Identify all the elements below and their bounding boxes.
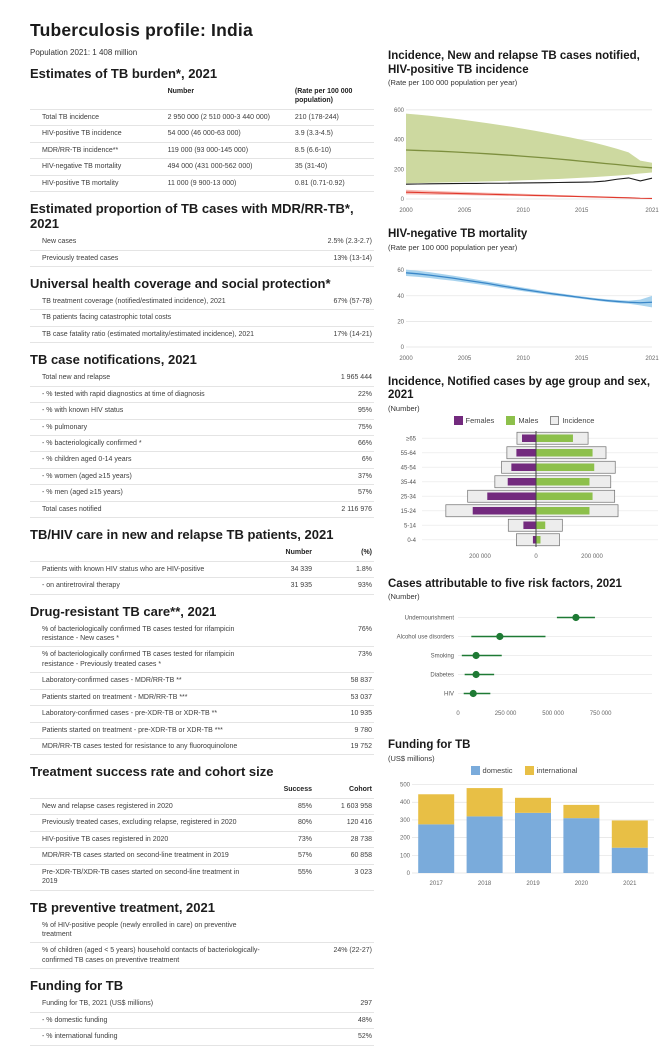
svg-text:2000: 2000 — [399, 355, 413, 362]
table-row — [30, 234, 374, 250]
males-bar — [536, 434, 573, 442]
table-row — [30, 420, 374, 436]
females-bar — [523, 521, 536, 529]
legend-item-domestic — [471, 766, 513, 775]
svg-text:400: 400 — [393, 137, 404, 144]
funding-legend — [388, 766, 660, 775]
table-row — [30, 690, 374, 706]
table-row — [30, 469, 374, 485]
domestic-bar — [418, 824, 454, 873]
legend-item-males — [506, 416, 538, 425]
table-row — [30, 294, 374, 310]
section-heading: Funding for TB — [30, 978, 124, 994]
hiv-incidence-line — [406, 192, 652, 198]
row-label: - % women (aged ≥15 years) — [42, 472, 132, 480]
table-row — [30, 502, 374, 518]
row-value: 2 950 000 (2 510 000-3 440 000) — [167, 113, 270, 121]
section-table — [30, 545, 374, 594]
incidence-band — [406, 114, 652, 184]
population-line: Population 2021: 1 408 million — [30, 48, 138, 57]
incidence-chart-block — [388, 50, 660, 215]
row-label: % of children (aged < 5 years) household contacts of bacteriologically-confirmed TB cases on preventive treatment — [42, 947, 260, 964]
chart-subtitle: (Number) — [388, 592, 420, 602]
svg-text:2005: 2005 — [457, 355, 472, 362]
international-bar — [563, 805, 599, 818]
svg-text:2010: 2010 — [516, 208, 530, 215]
section-table — [30, 782, 374, 890]
table-row — [30, 799, 374, 815]
svg-text:0-4: 0-4 — [407, 537, 416, 544]
svg-text:2015: 2015 — [575, 208, 589, 215]
table-row — [30, 1029, 374, 1045]
svg-text:400: 400 — [399, 800, 410, 807]
females-swatch — [454, 416, 463, 425]
legend-label: Males — [518, 415, 539, 425]
svg-text:500 000: 500 000 — [542, 711, 564, 718]
page-title: Tuberculosis profile: India — [30, 20, 253, 40]
section-heading: TB/HIV care in new and relapse TB patients, 2021 — [30, 527, 334, 543]
svg-text:25-34: 25-34 — [400, 494, 416, 501]
row-label: Total cases notified — [42, 505, 102, 513]
row-label: New cases — [42, 238, 77, 246]
section-heading: Estimates of TB burden*, 2021 — [30, 66, 218, 81]
table-row — [30, 815, 374, 831]
females-bar — [487, 492, 536, 500]
row-value: 19 752 — [350, 743, 372, 750]
row-value: 66% — [357, 440, 372, 447]
table-row — [30, 673, 374, 689]
row-label: HIV-positive TB mortality — [42, 179, 119, 187]
row-label: TB patients facing catastrophic total costs — [42, 314, 172, 322]
row-value: 48% — [357, 1016, 372, 1024]
legend-label: international — [536, 765, 578, 775]
mortality-chart — [388, 255, 660, 363]
domestic-bar — [467, 816, 503, 873]
column-header: Number — [285, 549, 312, 557]
svg-text:0: 0 — [534, 553, 538, 560]
row-label: HIV-positive TB incidence — [42, 130, 122, 138]
males-bar — [536, 521, 545, 529]
international-bar — [515, 798, 551, 813]
legend-label: Females — [465, 415, 495, 425]
international-bar — [418, 794, 454, 824]
svg-text:Undernourishment: Undernourishment — [404, 615, 454, 622]
chart-subtitle: (US$ millions) — [388, 753, 435, 763]
row-value: 0.81 (0.71-0.92) — [294, 179, 345, 187]
row-label: Total TB incidence — [42, 113, 100, 121]
row-value: 31 935 — [290, 582, 312, 590]
svg-text:2010: 2010 — [516, 355, 530, 362]
section-table — [30, 294, 374, 343]
row-value: 119 000 (93 000-145 000) — [167, 146, 249, 154]
row-label: MDR/RR-TB cases tested for resistance to any fluoroquinolone — [42, 743, 238, 750]
risk-dot — [496, 633, 503, 640]
svg-text:250 000: 250 000 — [494, 711, 517, 718]
row-value: 494 000 (431 000-562 000) — [167, 163, 253, 171]
row-value: 3 023 — [354, 868, 372, 876]
section-heading: TB preventive treatment, 2021 — [30, 899, 215, 915]
table-row — [30, 452, 374, 468]
row-value: 52% — [357, 1033, 372, 1041]
females-bar — [508, 478, 536, 486]
row-value: 13% (13-14) — [333, 254, 372, 262]
svg-text:55-64: 55-64 — [400, 450, 416, 457]
table-row — [30, 1013, 374, 1029]
row-value: 57% — [357, 489, 372, 497]
row-value: 53 037 — [350, 693, 372, 701]
males-bar — [536, 536, 540, 544]
chart-title: Cases attributable to five risk factors, 2021 — [388, 577, 622, 590]
row-value: 58 837 — [350, 677, 372, 685]
row-value: 95% — [357, 407, 372, 415]
row-value: 75% — [357, 423, 372, 431]
table-row — [30, 327, 374, 343]
females-bar — [522, 434, 536, 442]
table-row — [30, 387, 374, 403]
svg-text:Smoking: Smoking — [430, 653, 454, 660]
females-bar — [473, 507, 536, 515]
table-row — [30, 126, 374, 142]
row-value: 73% — [357, 651, 372, 659]
risk-dot — [470, 690, 477, 697]
domestic-bar — [563, 818, 599, 873]
svg-text:750 000: 750 000 — [589, 711, 612, 718]
table-row — [30, 176, 374, 192]
table-header-row — [30, 545, 374, 561]
row-value: 67% (57-78) — [333, 297, 372, 305]
table-row — [30, 436, 374, 452]
legend-item-females — [454, 416, 495, 425]
table-row — [30, 996, 374, 1012]
svg-text:Diabetes: Diabetes — [430, 672, 454, 679]
table-row — [30, 918, 374, 944]
row-label: - % international funding — [42, 1033, 118, 1041]
chart-subtitle: (Number) — [388, 403, 420, 413]
svg-text:15-24: 15-24 — [400, 508, 416, 515]
row-value: 3.9 (3.3-4.5) — [294, 130, 333, 138]
row-value: 10 935 — [350, 710, 372, 718]
males-bar — [536, 478, 589, 486]
table-row — [30, 622, 374, 648]
males-bar — [536, 492, 593, 500]
row-label: - % men (aged ≥15 years) — [42, 489, 123, 497]
males-bar — [536, 449, 593, 457]
left-column — [30, 20, 374, 1046]
row-label: - % tested with rapid diagnostics at time of diagnosis — [42, 390, 205, 398]
chart-title: Incidence, New and relapse TB cases notified, HIV-positive TB incidence — [388, 50, 640, 76]
row-value: 80% — [297, 819, 312, 827]
sections-container — [30, 66, 374, 1046]
legend-item-incidence — [550, 416, 594, 425]
y-grid — [397, 268, 652, 351]
column-header: (%) — [361, 549, 372, 557]
svg-text:2017: 2017 — [429, 880, 443, 887]
right-column — [388, 50, 660, 902]
section-table — [30, 234, 374, 267]
section-table — [30, 84, 374, 192]
table-row — [30, 485, 374, 501]
svg-text:600: 600 — [393, 107, 404, 114]
svg-text:2000: 2000 — [399, 208, 413, 215]
row-value: 17% (14-21) — [333, 330, 372, 338]
row-label: TB treatment coverage (notified/estimated incidence), 2021 — [42, 297, 226, 305]
row-value — [274, 921, 374, 940]
row-label: % of bacteriologically confirmed TB cases tested for rifampicin resistance - Previously treated cases * — [42, 651, 235, 668]
row-value: 37% — [357, 472, 372, 480]
females-bar — [516, 449, 536, 457]
row-label: - % bacteriologically confirmed * — [42, 440, 142, 447]
males-bar — [536, 507, 589, 515]
section-heading: Drug-resistant TB care**, 2021 — [30, 603, 217, 619]
funding-chart — [388, 777, 660, 889]
mortality-chart-block — [388, 228, 660, 363]
table-header-row — [30, 84, 374, 110]
row-value: 55% — [297, 868, 312, 876]
table-row — [30, 110, 374, 126]
row-value: 22% — [357, 390, 372, 398]
row-label: % of HIV-positive people (newly enrolled in care) on preventive treatment — [42, 921, 237, 938]
row-label: - % with known HIV status — [42, 407, 124, 415]
row-value: 2 116 976 — [341, 505, 372, 513]
row-value: 76% — [357, 625, 372, 633]
table-row — [30, 865, 374, 891]
column-header: (Rate per 100 000 population) — [294, 88, 353, 105]
x-axis — [399, 356, 659, 362]
row-label: Patients with known HIV status who are HIV-positive — [42, 565, 205, 573]
mortality-line — [406, 272, 652, 302]
svg-text:2018: 2018 — [477, 880, 492, 887]
risk-dot — [472, 671, 479, 678]
females-bar — [511, 463, 536, 471]
section-table — [30, 622, 374, 756]
table-row — [30, 723, 374, 739]
row-label: Patients started on treatment - MDR/RR-TB *** — [42, 693, 188, 701]
svg-text:200: 200 — [393, 167, 404, 174]
legend-label: Incidence — [562, 415, 595, 425]
row-label: - % children aged 0-14 years — [42, 456, 132, 464]
row-value: 297 — [360, 1000, 372, 1008]
table-row — [30, 943, 374, 969]
svg-text:0: 0 — [400, 344, 404, 351]
chart-subtitle: (Rate per 100 000 population per year) — [388, 242, 518, 252]
row-value: 57% — [297, 852, 312, 860]
row-label: Patients started on treatment - pre-XDR-TB or XDR-TB *** — [42, 726, 223, 734]
row-value: 6% — [361, 456, 372, 464]
svg-text:5-14: 5-14 — [403, 523, 416, 530]
svg-text:0: 0 — [400, 197, 404, 204]
incidence-chart — [388, 90, 660, 215]
risk-factors-chart — [388, 604, 660, 726]
international-bar — [612, 820, 648, 847]
svg-text:HIV: HIV — [443, 691, 454, 698]
svg-text:0: 0 — [406, 870, 410, 877]
row-value: 1 965 444 — [340, 374, 372, 382]
males-swatch — [506, 416, 515, 425]
x-axis — [399, 208, 659, 214]
international-swatch — [525, 766, 534, 775]
svg-text:40: 40 — [397, 293, 404, 300]
table-row — [30, 647, 374, 673]
section-heading: TB case notifications, 2021 — [30, 352, 197, 368]
chart-subtitle: (Rate per 100 000 population per year) — [388, 78, 518, 88]
row-value: 34 339 — [290, 565, 312, 573]
column-header: Number — [167, 88, 195, 95]
svg-text:200 000: 200 000 — [581, 553, 603, 560]
svg-text:2015: 2015 — [575, 355, 589, 362]
age-sex-legend — [388, 416, 660, 425]
svg-text:20: 20 — [397, 319, 404, 326]
row-value: 35 (31-40) — [294, 163, 328, 171]
svg-text:200 000: 200 000 — [469, 553, 491, 560]
row-value: 60 858 — [350, 852, 372, 860]
table-row — [30, 403, 374, 419]
svg-text:60: 60 — [397, 267, 404, 274]
risk-factors-chart-block — [388, 578, 660, 727]
funding-chart-block — [388, 739, 660, 889]
table-row — [30, 562, 374, 578]
chart-title: HIV-negative TB mortality — [388, 228, 528, 241]
svg-text:500: 500 — [399, 782, 410, 789]
row-label: HIV-negative TB mortality — [42, 163, 122, 171]
svg-text:2019: 2019 — [526, 880, 540, 887]
age-sex-chart — [388, 427, 660, 565]
row-value: 93% — [357, 582, 372, 590]
section-table — [30, 918, 374, 970]
risk-dot — [472, 652, 479, 659]
row-label: TB case fatality ratio (estimated mortality/estimated incidence), 2021 — [42, 330, 255, 338]
table-row — [30, 739, 374, 755]
svg-text:2005: 2005 — [457, 208, 472, 215]
svg-text:≥65: ≥65 — [406, 436, 416, 443]
row-label: - % pulmonary — [42, 423, 88, 431]
table-row — [30, 159, 374, 175]
domestic-bar — [515, 813, 551, 873]
section-table — [30, 370, 374, 518]
column-header: Cohort — [349, 786, 372, 794]
chart-title: Incidence, Notified cases by age group and sex, 2021 — [388, 375, 651, 402]
row-value: 85% — [297, 802, 312, 810]
svg-text:2021: 2021 — [645, 208, 659, 215]
row-value: 11 000 (9 900-13 000) — [167, 179, 237, 187]
row-label: Funding for TB, 2021 (US$ millions) — [42, 1000, 154, 1008]
row-label: Total new and relapse — [42, 374, 111, 382]
row-value: 9 780 — [354, 726, 372, 734]
international-bar — [467, 788, 503, 816]
table-row — [30, 370, 374, 386]
row-label: MDR/RR-TB incidence** — [42, 146, 119, 154]
chart-title: Funding for TB — [388, 739, 471, 752]
row-label: Previously treated cases — [42, 254, 119, 262]
svg-text:200: 200 — [399, 835, 410, 842]
row-label: - on antiretroviral therapy — [42, 582, 120, 590]
svg-text:2021: 2021 — [623, 880, 637, 887]
row-value: 28 738 — [350, 835, 372, 843]
row-value: 1 603 958 — [340, 802, 372, 810]
svg-text:100: 100 — [399, 853, 410, 860]
row-value: 54 000 (46 000-63 000) — [167, 130, 241, 138]
row-value — [274, 313, 374, 322]
row-value: 1.8% — [356, 565, 372, 573]
row-value: 73% — [297, 835, 312, 843]
row-label: HIV-positive TB cases registered in 2020 — [42, 835, 169, 843]
svg-text:0: 0 — [456, 711, 460, 718]
row-value: 210 (178-244) — [294, 113, 339, 121]
table-row — [30, 832, 374, 848]
svg-text:2020: 2020 — [574, 880, 589, 887]
section-heading: Universal health coverage and social protection* — [30, 275, 331, 291]
row-label: MDR/RR-TB cases started on second-line treatment in 2019 — [42, 852, 229, 860]
svg-text:Alcohol use disorders: Alcohol use disorders — [396, 634, 454, 641]
row-label: - % domestic funding — [42, 1016, 108, 1024]
svg-text:45-54: 45-54 — [400, 465, 416, 472]
domestic-bar — [612, 848, 648, 873]
row-label: Laboratory-confirmed cases - pre-XDR-TB or XDR-TB ** — [42, 710, 218, 718]
row-value: 24% (22-27) — [333, 947, 372, 955]
row-label: % of bacteriologically confirmed TB cases tested for rifampicin resistance - New cases * — [42, 625, 235, 642]
legend-item-international — [525, 766, 578, 775]
table-row — [30, 848, 374, 864]
svg-text:35-44: 35-44 — [400, 479, 416, 486]
row-label: Previously treated cases, excluding relapse, registered in 2020 — [42, 819, 237, 827]
row-value: 8.5 (6.6-10) — [294, 146, 332, 154]
table-row — [30, 706, 374, 722]
row-label: New and relapse cases registered in 2020 — [42, 802, 173, 810]
risk-dot — [572, 614, 579, 621]
section-heading: Estimated proportion of TB cases with MDR/RR-TB*, 2021 — [30, 201, 354, 232]
domestic-swatch — [471, 766, 480, 775]
column-header: Success — [283, 786, 312, 794]
table-row — [30, 143, 374, 159]
section-heading: Treatment success rate and cohort size — [30, 764, 274, 780]
incidence-swatch — [550, 416, 559, 425]
section-table — [30, 996, 374, 1045]
svg-text:300: 300 — [399, 817, 410, 824]
row-value: 2.5% (2.3-2.7) — [327, 238, 372, 246]
males-bar — [536, 463, 594, 471]
legend-label: domestic — [482, 765, 513, 775]
age-sex-chart-block — [388, 376, 660, 565]
svg-text:2021: 2021 — [645, 355, 659, 362]
table-header-row — [30, 782, 374, 798]
table-row — [30, 310, 374, 326]
row-label: Laboratory-confirmed cases - MDR/RR-TB ** — [42, 677, 182, 685]
table-row — [30, 251, 374, 267]
row-label: Pre-XDR-TB/XDR-TB cases started on second-line treatment in 2019 — [42, 868, 240, 886]
row-value: 120 416 — [346, 819, 372, 827]
table-row — [30, 578, 374, 594]
